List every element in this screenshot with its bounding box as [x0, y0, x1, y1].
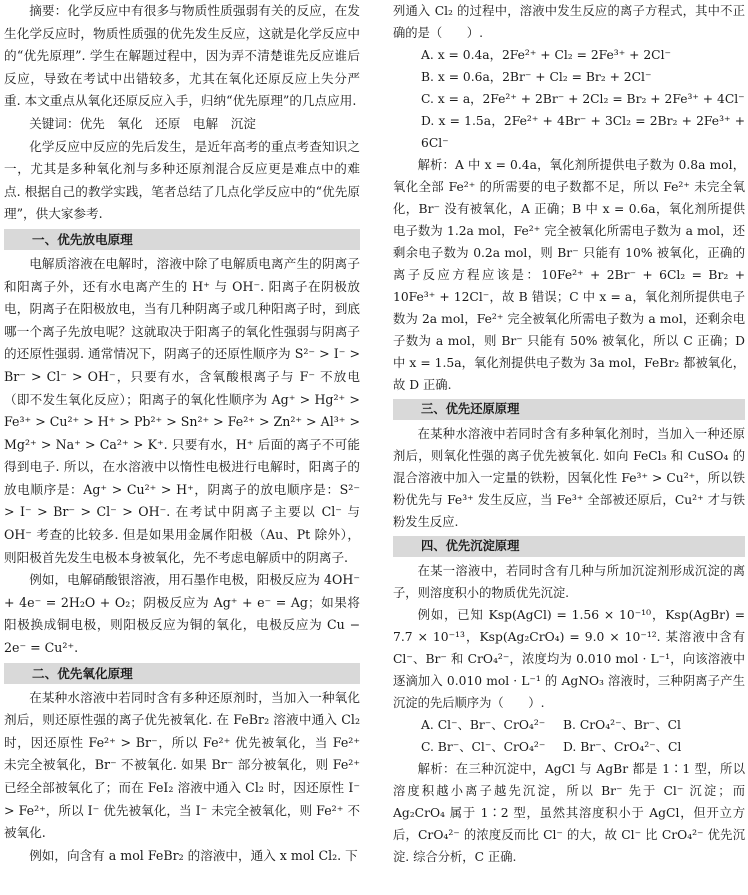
question-2-options-row-2	[393, 736, 745, 758]
question-2-option-a: A. Cl⁻、Br⁻、CrO₄²⁻	[421, 718, 546, 732]
section-heading-1: 一、优先放电原理	[4, 229, 360, 250]
section-1-paragraph-1: 电解质溶液在电解时，溶液中除了电解质电离产生的阴离子和阳离子外，还有水电离产生的 H⁺ 与 OH⁻. 阳离子在阴极放电，阴离子在阳极放电，当有几种阴离子或几种阳离子时，到底哪一个离子先放电呢？这就取决于阳离子的氧化性强弱与阴离子的还原性强弱. 通常情况下，阴离子的还原性顺序为 S²⁻ > I⁻ > Br⁻ > Cl⁻ > OH⁻，只要有水，含氧酸根离子与 F⁻ 不放电（即不发生氧化反应）；阳离子的氧化性顺序为 Ag⁺ > Hg²⁺ > Fe³⁺ > Cu²⁺ > H⁺ > Pb²⁺ > Sn²⁺ > Fe²⁺ > Zn²⁺ > Al³⁺ > Mg²⁺ > Na⁺ > Ca²⁺ > K⁺. 只要有水，H⁺ 后面的离子不可能得到电子. 所以，在水溶液中以惰性电极进行电解时，阳离子的放电顺序是：Ag⁺ > Cu²⁺ > H⁺，阴离子的放电顺序是：S²⁻ > I⁻ > Br⁻ > Cl⁻ > OH⁻. 在考试中阴离子主要以 Cl⁻ 与 OH⁻ 考查的比较多. 但是如果用金属作阳极（Au、Pt 除外），则阳极首先发生电极本身被氧化，先不考虑电解质中的阴离子.	[4, 255, 360, 565]
question-1-option-d: D. x = 1.5a，2Fe²⁺ + 4Br⁻ + 3Cl₂ = 2Br₂ + 2Fe³⁺ + 6Cl⁻	[421, 114, 745, 150]
section-heading-3: 三、优先还原原理	[393, 399, 745, 420]
abstract: 摘要：化学反应中有很多与物质性质强弱有关的反应，在发生化学反应时，物质性质强的优先发生反应，这就是化学反应中的“优先原理”. 学生在解题过程中，因为弄不清楚谁先反应谁后反应，导致在考试中出错较多，尤其在氧化还原反应上失分严重. 本文重点从氧化还原反应入手，归纳“优先原理”的几点应用.	[4, 3, 360, 109]
section-2-paragraph-1: 在某种水溶液中若同时含有多种还原剂时，当加入一种氧化剂后，则还原性强的离子优先被氧化. 在 FeBr₂ 溶液中通入 Cl₂ 时，因还原性 Fe²⁺ > Br⁻，所以 Fe²⁺ 优先被氧化，当 Fe²⁺ 未完全被氧化，Br⁻ 不被氧化. 如果 Br⁻ 部分被氧化，则 Fe²⁺ 已经全部被氧化了；而在 FeI₂ 溶液中通入 Cl₂ 时，因还原性 I⁻ > Fe²⁺，所以 I⁻ 优先被氧化，当 I⁻ 未完全被氧化，则 Fe²⁺ 不被氧化.	[4, 689, 360, 841]
question-1-solution: 解析：A 中 x = 0.4a，氧化剂所提供电子数为 0.8a mol，氧化全部 Fe²⁺ 的所需要的电子数都不足，所以 Fe²⁺ 未完全氧化，Br⁻ 没有被氧化，A 正确；B 中 x = 0.6a，氧化剂所提供电子数为 1.2a mol，Fe²⁺ 完全被氧化所需电子数为 a mol，还剩余电子数为 0.2a mol，则 Br⁻ 只能有 10% 被氧化，正确的离子反应方程应该是：10Fe²⁺ + 2Br⁻ + 6Cl₂ = Br₂ + 10Fe³⁺ + 12Cl⁻，故 B 错误；C 中 x = a，氧化剂所提供电子数为 2a mol，Fe²⁺ 完全被氧化所需电子数为 a mol，还剩余电子数为 a mol，则 Br⁻ 只能有 50% 被氧化，所以 C 正确；D 中 x = 1.5a，氧化剂提供电子数为 3a mol，FeBr₂ 都被氧化，故 D 正确.	[393, 158, 745, 392]
question-1-option-b: B. x = 0.6a，2Br⁻ + Cl₂ = Br₂ + 2Cl⁻	[421, 70, 652, 84]
right-column	[393, 0, 745, 868]
intro-paragraph: 化学反应中反应的先后发生，是近年高考的重点考查知识之一，尤其是多种氧化剂与多种还原剂混合反应更是难点中的难点. 根据自己的教学实践，笔者总结了几点化学反应中的“优先原理”，供大家参考.	[4, 138, 360, 222]
section-4-paragraph-1: 在某一溶液中，若同时含有几种与所加沉淀剂形成沉淀的离子，则溶度积小的物质优先沉淀.	[393, 564, 745, 600]
section-2-paragraph-2: 例如，向含有 a mol FeBr₂ 的溶液中，通入 x mol Cl₂. 下	[29, 847, 358, 863]
question-1-option-c: C. x = a，2Fe²⁺ + 2Br⁻ + 2Cl₂ = Br₂ + 2Fe³⁺ + 4Cl⁻	[421, 92, 745, 106]
left-column	[4, 0, 360, 867]
question-2-option-d: D. Br⁻、CrO₄²⁻、Cl	[563, 740, 682, 754]
section-4-paragraph-2: 例如，已知 Ksp(AgCl) = 1.56 × 10⁻¹⁰，Ksp(AgBr) = 7.7 × 10⁻¹³，Ksp(Ag₂CrO₄) = 9.0 × 10⁻¹². 某溶液中含有 Cl⁻、Br⁻ 和 CrO₄²⁻，浓度均为 0.010 mol · L⁻¹，向该溶液中逐滴加入 0.010 mol · L⁻¹ 的 AgNO₃ 溶液时，三种阴离子产生沉淀的先后顺序为（ ）.	[393, 608, 745, 710]
section-1-paragraph-2: 例如，电解硝酸银溶液，用石墨作电极，阳极反应为 4OH⁻ + 4e⁻ = 2H₂O + O₂；阴极反应为 Ag⁺ + e⁻ = Ag；如果将阳极换成铜电极，则阳极反应为铜的氧化，电极反应为 Cu − 2e⁻ = Cu²⁺.	[4, 572, 360, 656]
question-2-options-row-1	[393, 714, 745, 736]
section-heading-2: 二、优先氧化原理	[4, 663, 360, 684]
question-1-continuation: 列通入 Cl₂ 的过程中，溶液中发生反应的离子方程式，其中不正确的是（ ）.	[393, 4, 745, 40]
section-heading-4: 四、优先沉淀原理	[393, 536, 745, 557]
question-1-option-a: A. x = 0.4a，2Fe²⁺ + Cl₂ = 2Fe³⁺ + 2Cl⁻	[421, 48, 671, 62]
section-3-paragraph-1: 在某种水溶液中若同时含有多种氧化剂时，当加入一种还原剂后，则氧化性强的离子优先被氧化. 如向 FeCl₃ 和 CuSO₄ 的混合溶液中加入一定量的铁粉，因氧化性 Fe³⁺ > Cu²⁺，所以铁粉优先与 Fe³⁺ 发生反应，当 Fe³⁺ 全部被还原后，Cu²⁺ 才与铁粉发生反应.	[393, 427, 745, 529]
question-2-option-b: B. CrO₄²⁻、Br⁻、Cl	[563, 718, 681, 732]
question-2-solution: 解析：在三种沉淀中，AgCl 与 AgBr 都是 1∶1 型，所以溶度积越小离子越先沉淀，所以 Br⁻ 先于 Cl⁻ 沉淀；而 Ag₂CrO₄ 属于 1∶2 型，虽然其溶度积小于 AgCl，但开立方后，CrO₄²⁻ 的浓度反而比 Cl⁻ 的大，故 Cl⁻ 比 CrO₄²⁻ 优先沉淀. 综合分析，C 正确.	[393, 762, 745, 864]
keywords: 关键词：优先 氧化 还原 电解 沉淀	[29, 115, 256, 131]
question-2-option-c: C. Br⁻、Cl⁻、CrO₄²⁻	[421, 740, 546, 754]
